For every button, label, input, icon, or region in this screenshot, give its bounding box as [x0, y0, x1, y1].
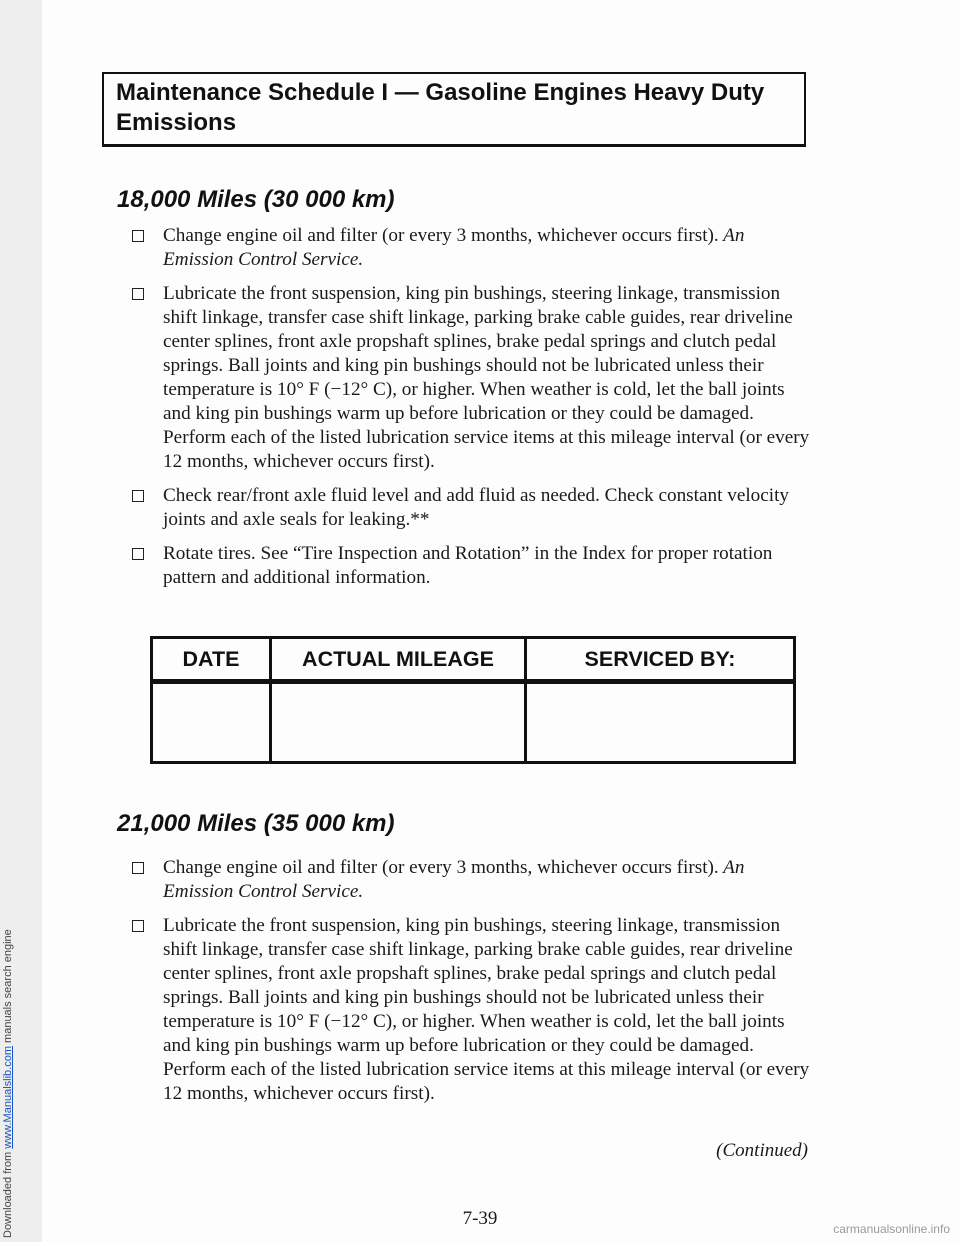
checkbox-icon[interactable]: [132, 490, 144, 502]
section-heading-21000: 21,000 Miles (35 000 km): [117, 810, 395, 837]
list-item: Change engine oil and filter (or every 3 months, whichever occurs first). An Emission Control Service.: [132, 856, 812, 904]
checkbox-icon[interactable]: [132, 548, 144, 560]
section-heading-18000: 18,000 Miles (30 000 km): [117, 186, 395, 213]
list-item: Check rear/front axle fluid level and add fluid as needed. Check constant velocity joints and axle seals for leaking.**: [132, 484, 812, 532]
list-item: Lubricate the front suspension, king pin bushings, steering linkage, transmission shift linkage, transfer case shift linkage, parking brake cable guides, rear driveline center splines, front axle propshaft splines, brake pedal springs and clutch pedal springs. Ball joints and king pin bushings should not be lubricated unless their temperature is 10° F (−12° C), or higher. When weather is cold, let the ball joints and king pin bushings warm up before lubrication or they could be damaged. Perform each of the listed lubrication service items at this mileage interval (or every 12 months, whichever occurs first).: [132, 282, 812, 474]
checklist-18000: [132, 224, 812, 600]
column-serviced-by: SERVICED BY:: [526, 638, 795, 682]
list-item: Change engine oil and filter (or every 3 months, whichever occurs first). An Emission Control Service.: [132, 224, 812, 272]
checkbox-icon[interactable]: [132, 862, 144, 874]
manualslib-link[interactable]: www.Manualslib.com: [2, 1046, 14, 1149]
serviced-by-cell[interactable]: [526, 682, 795, 763]
checklist-21000: [132, 856, 812, 1116]
column-actual-mileage: ACTUAL MILEAGE: [271, 638, 526, 682]
list-item: Rotate tires. See “Tire Inspection and Rotation” in the Index for proper rotation pattern and additional information.: [132, 542, 812, 590]
download-watermark: Downloaded from www.Manualslib.com manuals search engine: [2, 929, 14, 1238]
page-title: Maintenance Schedule I — Gasoline Engines Heavy Duty Emissions: [102, 72, 806, 146]
continued-note: (Continued): [716, 1140, 808, 1161]
checkbox-icon[interactable]: [132, 920, 144, 932]
date-cell[interactable]: [152, 682, 271, 763]
service-log-table: [150, 636, 796, 764]
site-watermark: carmanualsonline.info: [833, 1222, 950, 1236]
checkbox-icon[interactable]: [132, 230, 144, 242]
column-date: DATE: [152, 638, 271, 682]
checkbox-icon[interactable]: [132, 288, 144, 300]
page-number: 7-39: [462, 1208, 498, 1229]
list-item: Lubricate the front suspension, king pin bushings, steering linkage, transmission shift linkage, transfer case shift linkage, parking brake cable guides, rear driveline center splines, front axle propshaft splines, brake pedal springs and clutch pedal springs. Ball joints and king pin bushings should not be lubricated unless their temperature is 10° F (−12° C), or higher. When weather is cold, let the ball joints and king pin bushings warm up before lubrication or they could be damaged. Perform each of the listed lubrication service items at this mileage interval (or every 12 months, whichever occurs first).: [132, 914, 812, 1106]
mileage-cell[interactable]: [271, 682, 526, 763]
